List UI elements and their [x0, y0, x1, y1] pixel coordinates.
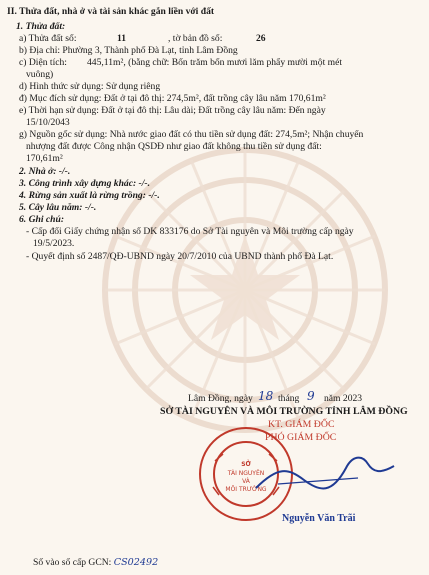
svg-text:MÔI TRƯỜNG: MÔI TRƯỜNG	[225, 486, 267, 493]
usage-form: d) Hình thức sử dụng: Sử dụng riêng	[19, 81, 161, 92]
area-value-line2: vuông)	[26, 69, 54, 80]
usage-purpose: đ) Mục đích sử dụng: Đất ở tại đô thị: 274,5m², đất trồng cây lâu năm 170,61m²	[19, 93, 326, 104]
signature-title-2: PHÓ GIÁM ĐỐC	[265, 432, 337, 443]
usage-term-line1: e) Thời hạn sử dụng: Đất ở tại đô thị: Lâu dài; Đất trồng cây lâu năm: Đến ngày	[19, 105, 326, 116]
construction-item: 3. Công trình xây dựng khác: -/-.	[19, 178, 151, 189]
land-parcel-header: 1. Thửa đất:	[16, 21, 66, 32]
signer-name: Nguyễn Văn Trãi	[282, 513, 356, 524]
issue-date-month-label: tháng	[278, 393, 300, 404]
note-1-line1: - Cấp đổi Giấy chứng nhận số DK 833176 do Sở Tài nguyên và Môi trường cấp ngày	[26, 226, 354, 237]
issuing-authority: SỞ TÀI NGUYÊN VÀ MÔI TRƯỜNG TỈNH LÂM ĐỒNG	[160, 406, 408, 417]
svg-text:TÀI NGUYÊN: TÀI NGUYÊN	[227, 470, 265, 477]
map-sheet-label: , tờ bản đồ số:	[168, 33, 223, 44]
parcel-number-label: a) Thửa đất số:	[19, 33, 77, 44]
note-1-line2: 19/5/2023.	[33, 238, 75, 249]
forest-item: 4. Rừng sản xuất là rừng trồng: -/-.	[19, 190, 160, 201]
svg-text:SỞ: SỞ	[241, 461, 251, 468]
map-sheet-value: 26	[256, 33, 266, 44]
address-line: b) Địa chỉ: Phường 3, Thành phố Đà Lạt, tỉnh Lâm Đồng	[19, 45, 238, 56]
usage-origin-line2: nhượng đất được Công nhận QSDĐ như giao đất không thu tiền sử dụng đất:	[26, 141, 322, 152]
note-2: - Quyết định số 2487/QĐ-UBND ngày 20/7/2010 của UBND thành phố Đà Lạt.	[26, 251, 334, 262]
usage-term-line2: 15/10/2043	[26, 117, 70, 128]
notes-header: 6. Ghi chú:	[19, 214, 65, 225]
issue-date-year: năm 2023	[324, 393, 363, 404]
handwritten-signature	[248, 438, 398, 508]
issue-date-month: 9	[307, 389, 315, 403]
perennial-item: 5. Cây lâu năm: -/-.	[19, 202, 97, 213]
issue-date-day: 18	[258, 389, 274, 403]
serial-value: CS02492	[113, 557, 159, 568]
section-title: II. Thửa đất, nhà ở và tài sản khác gắn liền với đất	[7, 6, 215, 17]
area-value-line1: 445,11m², (bằng chữ: Bốn trăm bốn mươi lăm phẩy mười một mét	[87, 57, 343, 68]
usage-origin-line3: 170,61m²	[26, 153, 63, 164]
serial-number	[33, 557, 158, 569]
serial-label: Số vào sổ cấp GCN:	[33, 557, 112, 568]
parcel-number-value: 11	[117, 33, 127, 44]
signature-title-1: KT. GIÁM ĐỐC	[268, 419, 335, 430]
issue-date-place: Lâm Đồng, ngày	[188, 393, 253, 404]
usage-origin-line1: g) Nguồn gốc sử dụng: Nhà nước giao đất có thu tiền sử dụng đất: 274,5m²; Nhận chuyển	[19, 129, 364, 140]
house-item: 2. Nhà ở: -/-.	[19, 166, 71, 177]
area-label: c) Diện tích:	[19, 57, 67, 68]
svg-text:VÀ: VÀ	[242, 478, 250, 485]
